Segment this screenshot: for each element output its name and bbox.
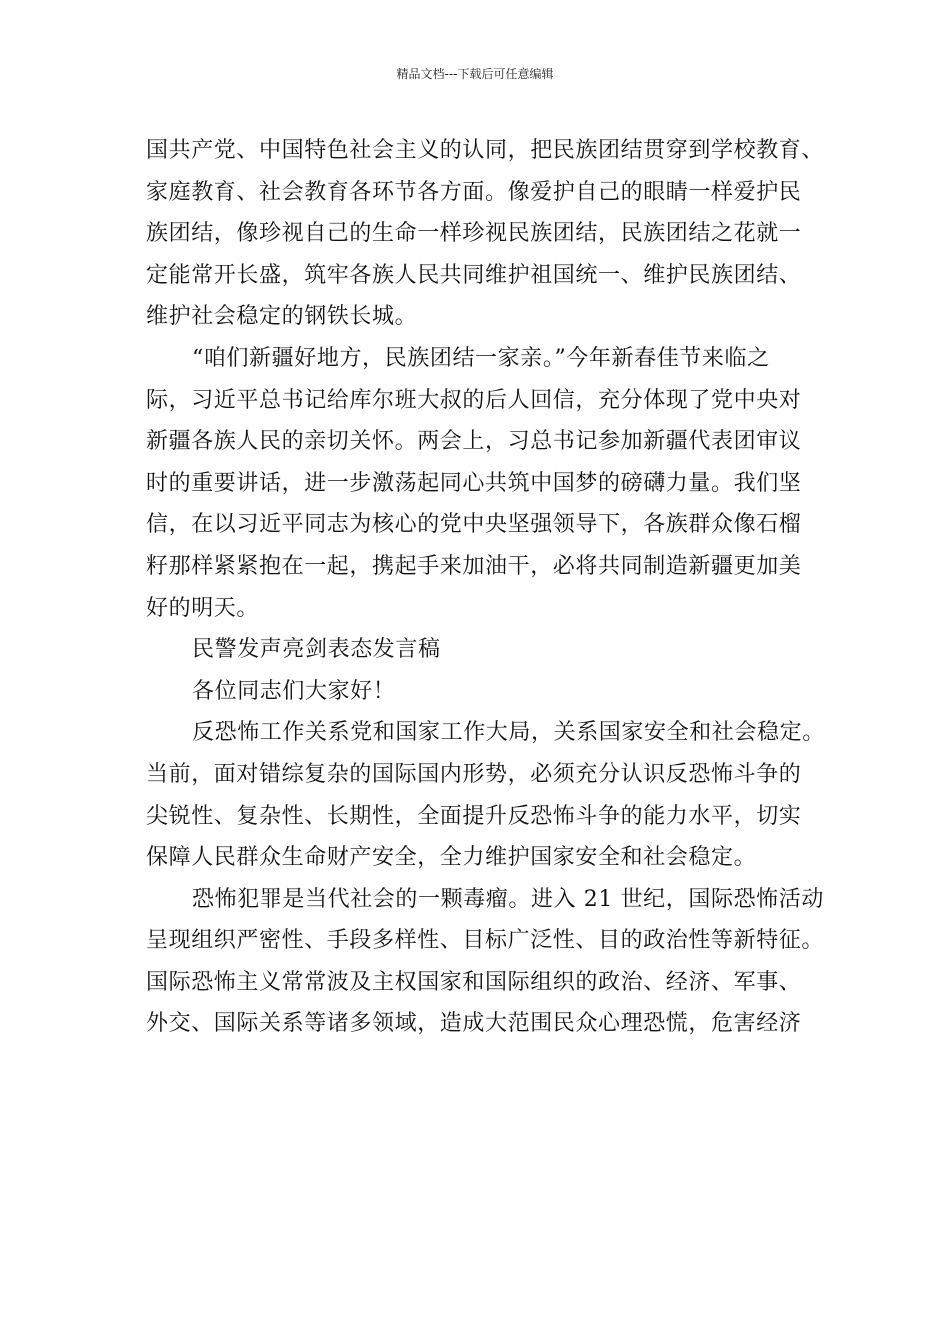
paragraph-start-line: “咱们新疆好地方，民族团结一家亲。”今年新春佳节来临之 — [192, 345, 770, 371]
document-body — [146, 130, 825, 1045]
text-line: 籽那样紧紧抱在一起，携起手来加油干，必将共同制造新疆更加美 — [146, 553, 802, 579]
section-title: 民警发声亮剑表态发言稿 — [192, 637, 441, 663]
page-header: 精品文档---下载后可任意编辑 — [396, 67, 554, 81]
text-line: 时的重要讲话，进一步激荡起同心共筑中国梦的磅礴力量。我们坚 — [146, 470, 802, 496]
text-line: 家庭教育、社会教育各环节各方面。像爱护自己的眼睛一样爱护民 — [146, 179, 802, 205]
text-line: 呈现组织严密性、手段多样性、目标广泛性、目的政治性等新特征。 — [146, 928, 825, 954]
text-line: 维护社会稳定的钢铁长城。 — [146, 304, 418, 330]
paragraph-start-line: 恐怖犯罪是当代社会的一颗毒瘤。进入 21 世纪，国际恐怖活动 — [192, 886, 824, 912]
text-line: 信，在以习近平同志为核心的党中央坚强领导下，各族群众像石榴 — [146, 512, 802, 538]
text-line: 尖锐性、复杂性、长期性，全面提升反恐怖斗争的能力水平，切实 — [146, 803, 802, 829]
text-line: 新疆各族人民的亲切关怀。两会上，习总书记参加新疆代表团审议 — [146, 429, 802, 455]
paragraph-start-line: 反恐怖工作关系党和国家工作大局，关系国家安全和社会稳定。 — [192, 720, 825, 746]
text-line: 族团结，像珍视自己的生命一样珍视民族团结，民族团结之花就一 — [146, 221, 802, 247]
text-line: 保障人民群众生命财产安全，全力维护国家安全和社会稳定。 — [146, 845, 757, 871]
greeting-line: 各位同志们大家好！ — [192, 678, 396, 704]
text-line: 定能常开长盛，筑牢各族人民共同维护祖国统一、维护民族团结、 — [146, 262, 802, 288]
text-line: 国际恐怖主义常常波及主权国家和国际组织的政治、经济、军事、 — [146, 969, 802, 995]
text-line: 国共产党、中国特色社会主义的认同，把民族团结贯穿到学校教育、 — [146, 138, 825, 163]
text-line: 际，习近平总书记给库尔班大叔的后人回信，充分体现了党中央对 — [146, 387, 802, 413]
text-line: 好的明天。 — [146, 595, 260, 621]
text-line: 外交、国际关系等诸多领域，造成大范围民众心理恐慌，危害经济 — [146, 1011, 802, 1037]
text-line: 当前，面对错综复杂的国际国内形势，必须充分认识反恐怖斗争的 — [146, 761, 802, 787]
